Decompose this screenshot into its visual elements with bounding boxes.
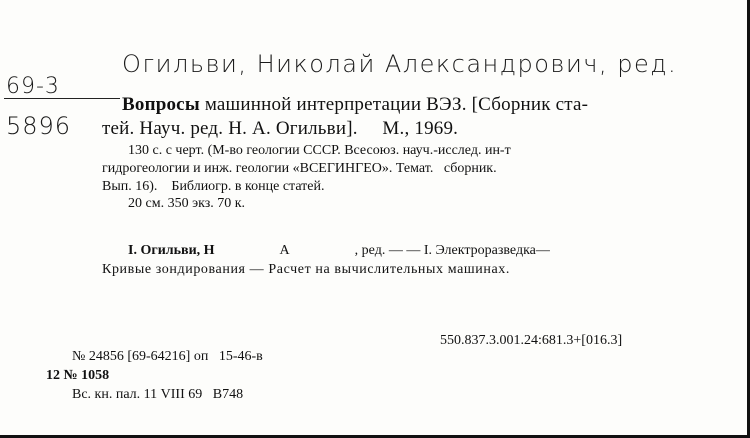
handwritten-shelf-mark-bottom: 5896	[6, 112, 72, 140]
tracings-initial: А	[279, 243, 290, 258]
tracings-line-1	[128, 243, 550, 259]
title-line-1	[122, 94, 588, 116]
classification-index: 550.837.3.001.24:681.3+[016.3]	[440, 333, 623, 348]
title-line-2: тей. Науч. ред. Н. А. Огильви]. М., 1969.	[102, 118, 459, 139]
tracings-bold-part: I. Огильви, Н	[128, 243, 215, 258]
description-line-3: Вып. 16). Библиогр. в конце статей.	[102, 179, 325, 194]
handwritten-shelf-mark-top: 69-3	[6, 74, 60, 99]
footer-line-2: 12 № 1058	[46, 368, 110, 383]
handwritten-heading: Огильви, Николай Александрович, ред.	[122, 50, 678, 78]
footer-line-1: № 24856 [69-64216] оп 15-46-в	[72, 349, 263, 364]
shelf-mark-divider	[4, 98, 120, 99]
footer-line-3: Вс. кн. пал. 11 VIII 69 B748	[72, 387, 244, 402]
tracings-line-1-rest: , ред. — — I. Электроразведка—	[354, 243, 550, 258]
description-line-2: гидрогеологии и инж. геологии «ВСЕГИНГЕО». Темат. сборник.	[102, 161, 497, 176]
title-bold-word: Вопросы	[122, 94, 200, 115]
title-line-1-rest: машинной интерпретации ВЭЗ. [Сборник ста-	[204, 94, 589, 115]
tracings-line-2: Кривые зондирования — Расчет на вычислительных машинах.	[102, 262, 510, 277]
description-line-1: 130 с. с черт. (М-во геологии СССР. Всесоюз. науч.-исслед. ин-т	[128, 143, 511, 158]
description-line-4: 20 см. 350 экз. 70 к.	[128, 196, 246, 211]
